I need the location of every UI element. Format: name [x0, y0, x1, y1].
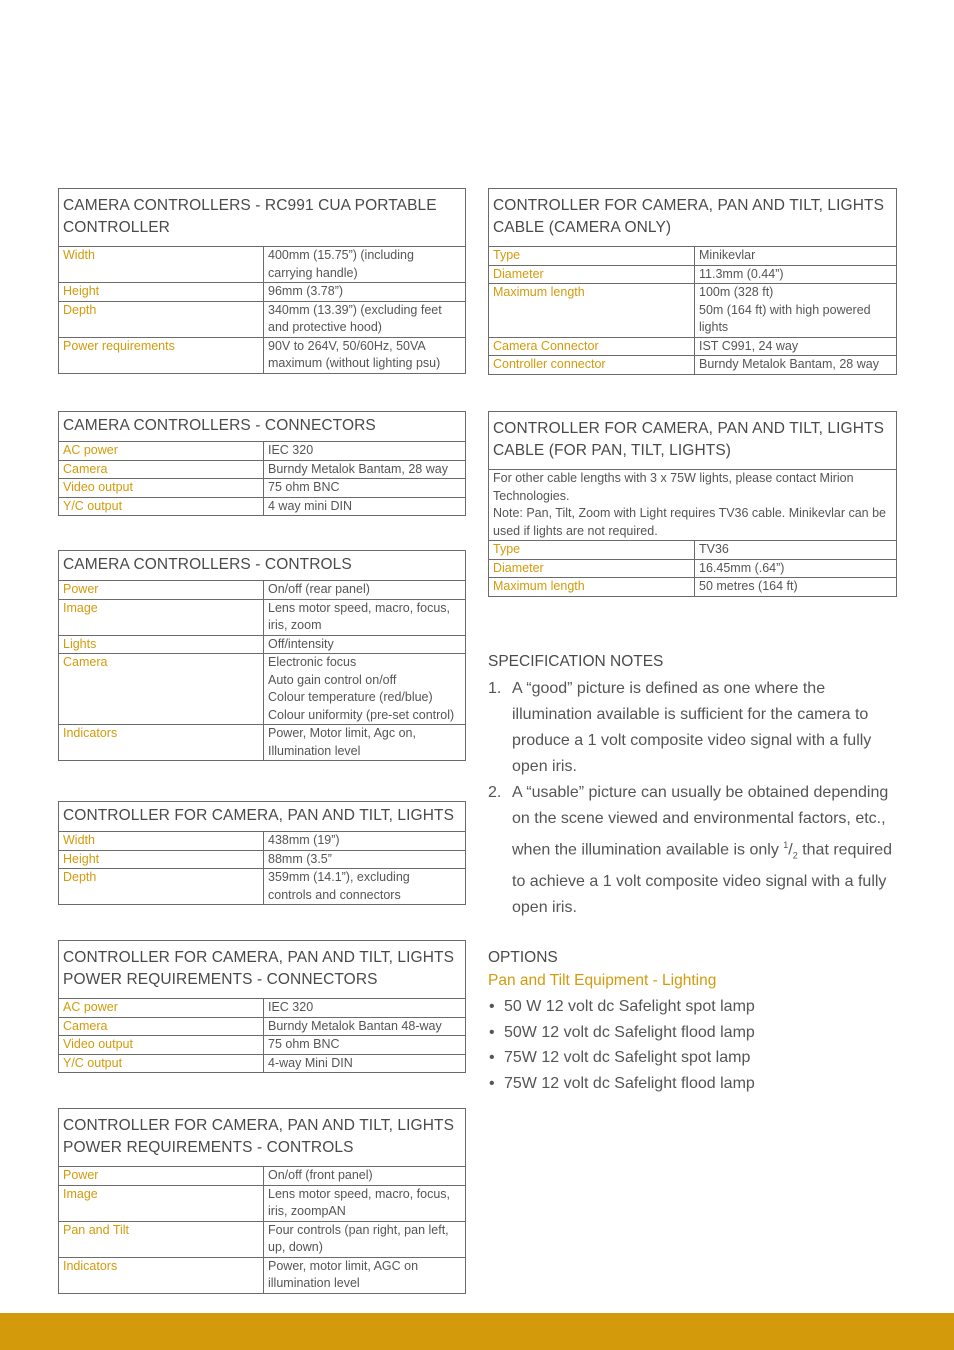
row-label: Image [59, 599, 264, 635]
table-row [59, 725, 466, 761]
row-label: Depth [59, 869, 264, 905]
table-row [59, 869, 466, 905]
row-value: Minikevlar [699, 248, 756, 262]
row-value: Four controls (pan right, pan left, up, down) [268, 1222, 449, 1254]
table-row [489, 541, 897, 560]
row-label: Width [59, 832, 264, 851]
table-row [489, 470, 897, 541]
table-row [59, 442, 466, 461]
table-row [489, 356, 897, 375]
table-row [59, 460, 466, 479]
table-title: CONTROLLER FOR CAMERA, PAN AND TILT, LIGHTS POWER REQUIREMENTS - CONTROLS [59, 1109, 466, 1167]
row-value: 359mm (14.1”), excluding controls and connectors [268, 870, 410, 902]
fraction-denominator: 2 [792, 850, 798, 861]
table-row [59, 479, 466, 498]
row-label: Diameter [489, 265, 695, 284]
note-text: A “usable” picture can usually be obtained depending on the scene viewed and environmental factors, etc., when the illumination available is only [512, 784, 889, 859]
table-title: CONTROLLER FOR CAMERA, PAN AND TILT, LIGHTS [59, 802, 466, 832]
row-label: Width [59, 247, 264, 283]
row-label: Diameter [489, 559, 695, 578]
table-row [59, 1257, 466, 1293]
row-value: 90V to 264V, 50/60Hz, 50VA maximum (without lighting psu) [268, 338, 441, 370]
row-value: Power, motor limit, AGC on illumination level [268, 1258, 419, 1290]
spec-table-rc991-portable-controller [58, 188, 466, 374]
table-row [489, 337, 897, 356]
table-row [59, 850, 466, 869]
list-item: 2. A “usable” picture can usually be obtained depending on the scene viewed and environmental factors, etc., when the illumination available is only $^1/_2$ that required to achieve a 1 volt composite video signal with a fully open iris. [488, 780, 908, 921]
row-value: Burndy Metalok Bantam, 28 way [699, 357, 879, 371]
table-row [59, 832, 466, 851]
row-label: Indicators [59, 1257, 264, 1293]
fraction-numerator: 1 [783, 840, 789, 850]
row-value: IEC 320 [268, 1000, 314, 1014]
note-text: A “good” picture is defined as one where the illumination available is sufficient for the camera to produce a 1 volt composite video signal with a fully open iris. [512, 680, 872, 775]
table-title: CAMERA CONTROLLERS - CONTROLS [59, 551, 466, 581]
row-label: AC power [59, 999, 264, 1018]
row-value: 4-way Mini DIN [268, 1055, 353, 1070]
spec-table-camera-controller-connectors [58, 411, 466, 516]
row-value: 438mm (19”) [268, 833, 340, 847]
options-subheading: Pan and Tilt Equipment - Lighting [488, 972, 717, 989]
table-row [489, 578, 897, 597]
table-row [59, 635, 466, 654]
options-section [488, 947, 908, 1096]
table-row [489, 265, 897, 284]
specification-notes [488, 652, 908, 921]
row-label: Power requirements [59, 337, 264, 373]
list-item: • 50 W 12 volt dc Safelight spot lamp [488, 994, 908, 1020]
table-row [59, 301, 466, 337]
table-row [489, 247, 897, 266]
row-value: Off/intensity [268, 636, 334, 651]
row-label: Maximum length [489, 578, 695, 597]
table-row [59, 1167, 466, 1186]
note-text-continued: that required to achieve a 1 volt composite video signal with a fully open iris. [512, 841, 893, 916]
row-label: Y/C output [59, 497, 264, 516]
table-title: CAMERA CONTROLLERS - CONNECTORS [59, 412, 466, 442]
row-label: Power [59, 1167, 264, 1186]
table-row [59, 581, 466, 600]
row-value: IEC 320 [268, 443, 314, 457]
list-item: • 50W 12 volt dc Safelight flood lamp [488, 1020, 908, 1046]
row-value: Burndy Metalok Bantan 48-way [268, 1018, 442, 1033]
row-value: Lens motor speed, macro, focus, iris, zoom [268, 600, 451, 632]
spec-table-controller-power-connectors [58, 940, 466, 1073]
row-value: On/off (front panel) [268, 1168, 373, 1182]
row-value: 88mm (3.5” [268, 851, 332, 866]
row-value: 11.3mm (0.44”) [699, 266, 784, 281]
options-heading: OPTIONS [488, 949, 558, 966]
row-label: Power [59, 581, 264, 600]
row-value: 16.45mm (.64”) [699, 560, 785, 575]
row-value: 100m (328 ft) 50m (164 ft) with high powered lights [699, 285, 871, 334]
table-row [59, 337, 466, 373]
list-number: 1. [488, 680, 502, 697]
row-label: Height [59, 850, 264, 869]
footer-band [0, 1313, 954, 1350]
row-label: Depth [59, 301, 264, 337]
row-value: Lens motor speed, macro, focus, iris, zoompAN [268, 1186, 451, 1218]
table-row [59, 283, 466, 302]
row-label: Indicators [59, 725, 264, 761]
spec-notes-heading: SPECIFICATION NOTES [488, 653, 664, 670]
table-row [59, 497, 466, 516]
row-label: Image [59, 1185, 264, 1221]
table-row [489, 559, 897, 578]
table-row [59, 1017, 466, 1036]
table-row [59, 1036, 466, 1055]
row-label: Video output [59, 479, 264, 498]
row-value: 75 ohm BNC [268, 480, 340, 494]
table-title: CAMERA CONTROLLERS - RC991 CUA PORTABLE CONTROLLER [59, 189, 466, 247]
table-title: CONTROLLER FOR CAMERA, PAN AND TILT, LIGHTS POWER REQUIREMENTS - CONNECTORS [59, 941, 466, 999]
row-label: Height [59, 283, 264, 302]
row-label: Camera [59, 654, 264, 725]
list-item: • 75W 12 volt dc Safelight flood lamp [488, 1071, 908, 1097]
row-label: Camera Connector [489, 337, 695, 356]
table-row [59, 1221, 466, 1257]
row-label: Maximum length [489, 284, 695, 338]
row-label: Lights [59, 635, 264, 654]
spec-table-controller-dimensions [58, 801, 466, 905]
row-value: 400mm (15.75”) (including carrying handle) [268, 248, 414, 280]
row-label: Type [489, 541, 695, 560]
row-label: Controller connector [489, 356, 695, 375]
row-value: 340mm (13.39”) (excluding feet and protective hood) [268, 302, 442, 334]
row-label: Video output [59, 1036, 264, 1055]
list-item: • 75W 12 volt dc Safelight spot lamp [488, 1045, 908, 1071]
list-number: 2. [488, 784, 502, 801]
table-title: CONTROLLER FOR CAMERA, PAN AND TILT, LIGHTS CABLE (FOR PAN, TILT, LIGHTS) [489, 412, 897, 470]
table-row [59, 654, 466, 725]
row-value: 96mm (3.78”) [268, 284, 344, 298]
row-value: 50 metres (164 ft) [699, 579, 798, 593]
row-label: Type [489, 247, 695, 266]
row-value: Burndy Metalok Bantam, 28 way [268, 461, 448, 476]
row-label: Y/C output [59, 1054, 264, 1073]
options-list [488, 994, 908, 1096]
table-row [59, 1185, 466, 1221]
row-label: Camera [59, 1017, 264, 1036]
row-value: TV36 [699, 542, 729, 556]
table-row [59, 599, 466, 635]
row-value: Power, Motor limit, Agc on, Illumination level [268, 726, 416, 758]
list-item [488, 676, 908, 780]
row-value: IST C991, 24 way [699, 338, 799, 353]
table-row [59, 247, 466, 283]
spec-notes-list [488, 676, 908, 921]
spec-table-camera-controller-controls [58, 550, 466, 761]
table-row [59, 999, 466, 1018]
table-row [59, 1054, 466, 1073]
table-title: CONTROLLER FOR CAMERA, PAN AND TILT, LIGHTS CABLE (CAMERA ONLY) [489, 189, 897, 247]
row-value: 4 way mini DIN [268, 498, 353, 513]
spec-table-controller-power-controls [58, 1108, 466, 1294]
row-label: Pan and Tilt [59, 1221, 264, 1257]
spec-table-cable-pan-tilt-lights [488, 411, 897, 597]
table-row [489, 284, 897, 338]
row-label: AC power [59, 442, 264, 461]
cable-note: For other cable lengths with 3 x 75W lights, please contact Mirion Technologies. Note: Pan, Tilt, Zoom with Light requires TV36 cable. Minikevlar can be used if lights are not required. [493, 471, 887, 538]
row-value: On/off (rear panel) [268, 582, 370, 596]
spec-table-cable-camera-only [488, 188, 897, 375]
row-value: Electronic focus Auto gain control on/off Colour temperature (red/blue) Colour uniformity (pre-set control) [268, 655, 455, 722]
row-value: 75 ohm BNC [268, 1037, 340, 1051]
row-label: Camera [59, 460, 264, 479]
